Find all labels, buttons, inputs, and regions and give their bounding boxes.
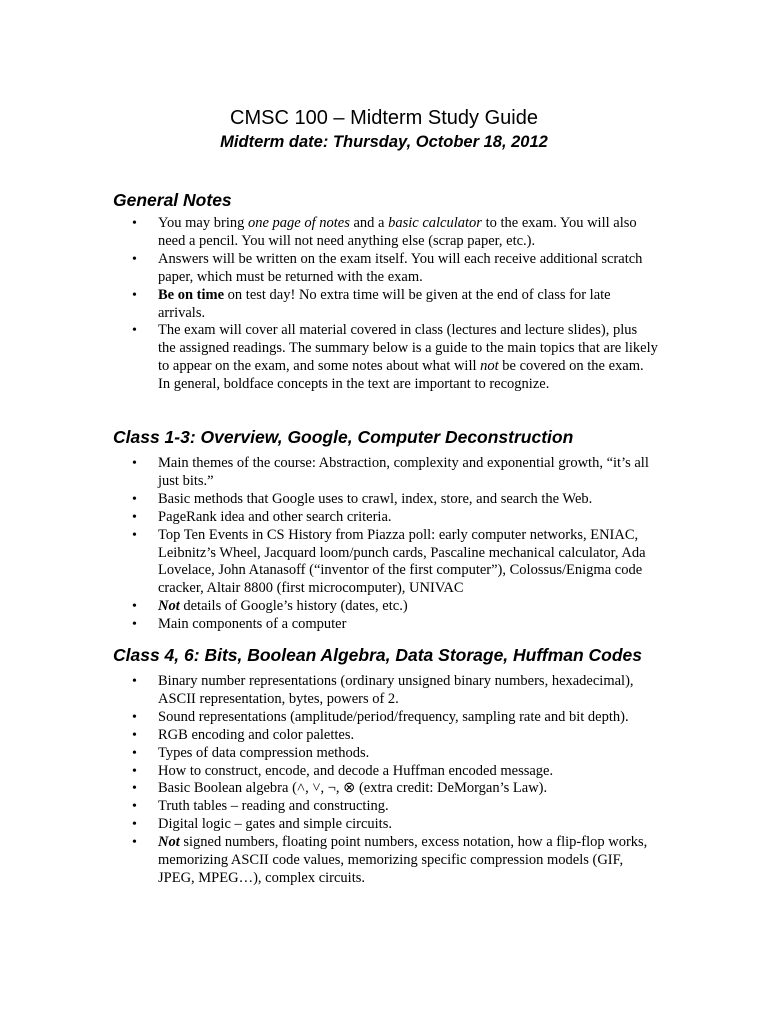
section-class-1-3 xyxy=(113,426,673,634)
bullet-icon: • xyxy=(132,617,137,633)
list-item-text: one page of notes xyxy=(247,215,350,231)
section-heading: General Notes xyxy=(113,190,232,210)
list-item-text: basic calculator xyxy=(388,215,482,231)
bullet-icon: • xyxy=(132,709,137,725)
list-item-text: Not xyxy=(158,834,180,851)
list-item-text: Basic methods that Google uses to crawl, index, store, and search the Web. xyxy=(158,490,593,507)
list-item-text: Main themes of the course: Abstraction, complexity and exponential growth, “it’s all just bits.” xyxy=(158,455,649,489)
bullet-icon: • xyxy=(132,817,137,833)
bullet-icon: • xyxy=(132,835,137,851)
bullet-icon: • xyxy=(132,599,137,615)
list-item xyxy=(113,287,658,323)
bullet-icon: • xyxy=(132,781,137,797)
list-item-text: How to construct, encode, and decode a Huffman encoded message. xyxy=(158,762,554,779)
bullet-icon: • xyxy=(132,799,137,815)
list-item-text: RGB encoding and color palettes. xyxy=(158,726,355,743)
list-item xyxy=(113,491,658,509)
bullet-icon: • xyxy=(132,674,137,689)
list-item-text: Types of data compression methods. xyxy=(158,744,370,761)
list-item xyxy=(113,527,658,599)
list-item xyxy=(113,455,658,491)
bullet-list xyxy=(113,215,673,394)
list-item-text: PageRank idea and other search criteria. xyxy=(158,508,392,525)
list-item-text: Not xyxy=(158,598,180,615)
bullet-icon: • xyxy=(132,763,137,779)
list-item xyxy=(113,798,658,816)
list-item-text: on test day! No extra time will be given at the end of class for late arrivals. xyxy=(158,286,611,321)
list-item xyxy=(113,598,658,616)
list-item xyxy=(113,509,658,527)
list-item xyxy=(113,322,658,394)
list-item xyxy=(113,745,658,763)
list-item-text: Digital logic – gates and simple circuits. xyxy=(158,816,392,833)
list-item-text: Answers will be written on the exam itself. You will each receive additional scratch paper, which must be returned with the exam. xyxy=(158,250,643,285)
page-subtitle: Midterm date: Thursday, October 18, 2012 xyxy=(220,133,548,151)
list-item-text: not xyxy=(480,358,499,375)
section-general-notes xyxy=(113,189,673,394)
list-item xyxy=(113,616,658,634)
list-item-text: Basic Boolean algebra (˄, ˅, ¬, ⊗ (extra credit: DeMorgan’s Law). xyxy=(158,780,548,797)
bullet-icon: • xyxy=(132,456,137,471)
section-heading: Class 1-3: Overview, Google, Computer Deconstruction xyxy=(113,427,574,447)
bullet-icon: • xyxy=(132,216,137,231)
list-item-text: details of Google’s history (dates, etc.) xyxy=(179,598,408,615)
list-item-text: Sound representations (amplitude/period/frequency, sampling rate and bit depth). xyxy=(158,708,629,725)
list-item xyxy=(113,727,658,745)
list-item-text: The exam will cover all material covered in class (lectures and lecture slides), plus the assigned readings. The summary below is a guide to the main topics that are likely to appear on the exam, and some notes about what will xyxy=(158,322,658,375)
section-heading: Class 4, 6: Bits, Boolean Algebra, Data Storage, Huffman Codes xyxy=(113,645,643,665)
list-item-text: Binary number representations (ordinary unsigned binary numbers, hexadecimal), ASCII representation, bytes, powers of 2. xyxy=(158,673,634,707)
list-item-text: be covered on the exam. In general, boldface concepts in the text are important to recognize. xyxy=(158,358,644,393)
bullet-icon: • xyxy=(132,491,137,507)
bullet-icon: • xyxy=(132,251,137,267)
bullet-icon: • xyxy=(132,509,137,525)
section-class-4-6 xyxy=(113,644,673,888)
list-item xyxy=(113,780,658,798)
bullet-list xyxy=(113,673,673,888)
list-item xyxy=(113,251,658,287)
list-item xyxy=(113,673,658,709)
bullet-list xyxy=(113,455,673,634)
list-item-text: Be on time xyxy=(158,286,225,303)
bullet-icon: • xyxy=(132,745,137,761)
page-title: CMSC 100 – Midterm Study Guide xyxy=(230,107,538,129)
list-item-text: Truth tables – reading and constructing. xyxy=(158,798,389,815)
list-item-text: You may bring xyxy=(158,215,248,231)
bullet-icon: • xyxy=(132,323,137,339)
list-item xyxy=(113,709,658,727)
list-item-text: Main components of a computer xyxy=(158,616,347,633)
bullet-icon: • xyxy=(132,527,137,543)
list-item xyxy=(113,834,658,888)
list-item xyxy=(113,763,658,781)
list-item-text: signed numbers, floating point numbers, excess notation, how a flip-flop works, memorizing ASCII code values, memorizing specific compression models (GIF, JPEG, MPEG…), complex circuits. xyxy=(158,834,648,886)
list-item xyxy=(113,816,658,834)
bullet-icon: • xyxy=(132,287,137,303)
list-item-text: Top Ten Events in CS History from Piazza poll: early computer networks, ENIAC, Leibnitz’s Wheel, Jacquard loom/punch cards, Pascaline mechanical calculator, Ada Lovelace, John Atanasoff (“inventor of the first computer”), Colossus/Enigma code cracker, Altair 8800 (first microcomputer), UNIVAC xyxy=(158,526,646,597)
list-item-text: to the exam. You will also need a pencil. You will not need anything else (scrap paper, etc.). xyxy=(158,215,637,249)
list-item-text: and a xyxy=(349,215,389,231)
list-item xyxy=(113,215,658,251)
bullet-icon: • xyxy=(132,727,137,743)
